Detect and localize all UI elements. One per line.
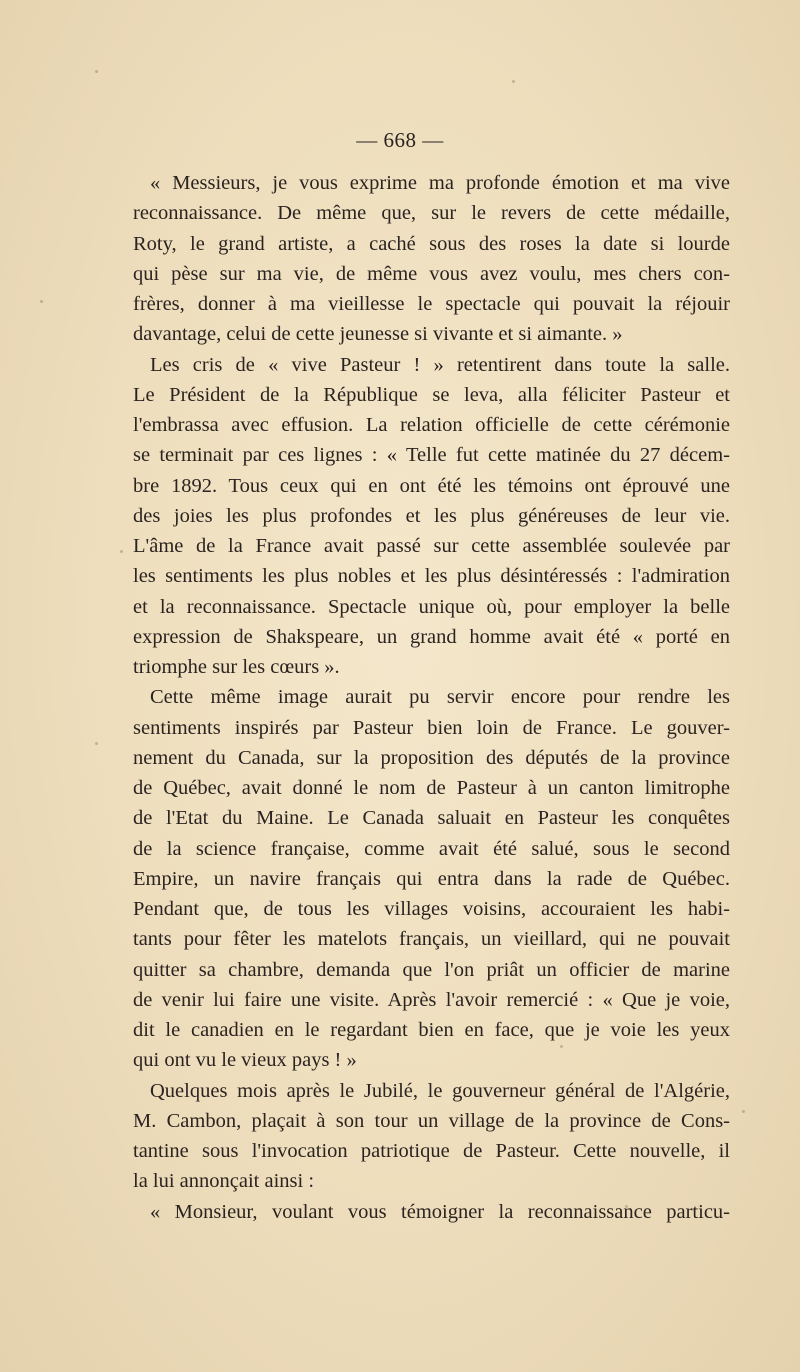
paper-speck [120,550,123,553]
text-line: sentiments inspirés par Pasteur bien loin de France. Le gouver- [133,716,730,739]
text-line: Empire, un navire français qui entra dans la rade de Québec. [133,867,730,890]
text-line: Quelques mois après le Jubilé, le gouverneur général de l'Algérie, [150,1079,730,1102]
paper-speck [95,70,98,73]
text-line: quitter sa chambre, demanda que l'on priât un officier de marine [133,958,730,981]
text-line: « Messieurs, je vous exprime ma profonde émotion et ma vive [150,172,730,194]
text-line: Le Président de la République se leva, alla féliciter Pasteur et [133,383,730,406]
text-line: nement du Canada, sur la proposition des députés de la province [133,746,730,769]
text-line: de l'Etat du Maine. Le Canada saluait en Pasteur les conquêtes [133,807,730,830]
text-line: M. Cambon, plaçait à son tour un village de la province de Cons- [133,1109,730,1132]
text-line: des joies les plus profondes et les plus généreuses de leur vie. [133,504,730,527]
text-line: se terminait par ces lignes : « Telle fut cette matinée du 27 décem- [133,444,730,467]
text-line: bre 1892. Tous ceux qui en ont été les témoins ont éprouvé une [133,474,730,497]
text-line: frères, donner à ma vieillesse le spectacle qui pouvait la réjouir [133,293,730,315]
text-line: expression de Shakspeare, un grand homme avait été « porté en [133,625,730,648]
paper-speck [512,80,515,83]
text-line: davantage, celui de cette jeunesse si vivante et si aimante. » [133,323,623,346]
paper-speck [40,300,43,303]
text-line: l'embrassa avec effusion. La relation officielle de cette cérémonie [133,414,730,436]
text-line: reconnaissance. De même que, sur le revers de cette médaille, [133,202,730,225]
paper-speck [742,1110,745,1113]
text-line: de Québec, avait donné le nom de Pasteur à un canton limitrophe [133,777,730,799]
text-line: dit le canadien en le regardant bien en face, que je voie les yeux [133,1019,730,1041]
text-line: de la science française, comme avait été salué, sous le second [133,837,730,860]
text-line: L'âme de la France avait passé sur cette assemblée soulevée par [133,535,730,557]
text-line: tantine sous l'invocation patriotique de Pasteur. Cette nouvelle, il [133,1140,730,1162]
page-number: — 668 — [356,128,444,152]
text-line: les sentiments les plus nobles et les plus désintéressés : l'admiration [133,565,730,588]
text-line: tants pour fêter les matelots français, un vieillard, qui ne pouvait [133,928,730,951]
text-line: de venir lui faire une visite. Après l'avoir remercié : « Que je voie, [133,988,730,1011]
text-line: « Monsieur, voulant vous témoigner la reconnaissance particu- [150,1200,730,1223]
paper-speck [95,742,98,745]
text-line: Les cris de « vive Pasteur ! » retentirent dans toute la salle. [150,353,730,376]
body-text [133,168,730,1227]
text-line: Cette même image aurait pu servir encore pour rendre les [150,686,730,709]
text-line: Roty, le grand artiste, a caché sous des roses la date si lourde [133,232,730,255]
text-line: la lui annonçait ainsi : [133,1170,315,1193]
text-line: triomphe sur les cœurs ». [133,656,340,678]
text-line: et la reconnaissance. Spectacle unique où, pour employer la belle [133,595,730,618]
text-line: qui ont vu le vieux pays ! » [133,1049,357,1072]
text-line: qui pèse sur ma vie, de même vous avez voulu, mes chers con- [133,262,730,285]
text-line: Pendant que, de tous les villages voisins, accouraient les habi- [133,898,730,920]
